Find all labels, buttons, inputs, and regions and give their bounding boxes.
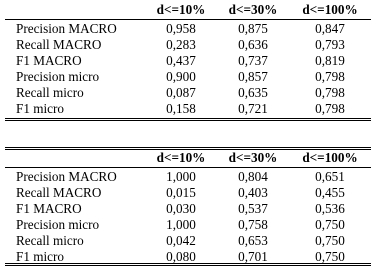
header-cell-d10: d<=10% bbox=[156, 2, 206, 17]
row-label: Recall MACRO bbox=[16, 37, 102, 52]
table-bottom-rule bbox=[5, 263, 371, 266]
cell-value: 0,536 bbox=[315, 201, 345, 216]
row-label: Precision micro bbox=[16, 217, 100, 232]
table-row bbox=[5, 101, 371, 118]
row-label: Precision micro bbox=[16, 69, 100, 84]
table-row bbox=[5, 37, 371, 53]
cell-value: 1,000 bbox=[166, 217, 196, 232]
cell-value: 0,437 bbox=[166, 53, 196, 68]
cell-value: 0,847 bbox=[315, 21, 345, 36]
table-header-row bbox=[5, 2, 371, 20]
header-cell-d30: d<=30% bbox=[228, 150, 278, 165]
cell-value: 0,537 bbox=[238, 201, 268, 216]
cell-value: 0,080 bbox=[166, 249, 196, 264]
table-row bbox=[5, 168, 371, 186]
cell-value: 0,015 bbox=[166, 185, 196, 200]
row-label: F1 micro bbox=[16, 101, 64, 116]
row-label: Recall micro bbox=[16, 233, 84, 248]
header-cell-d100: d<=100% bbox=[302, 2, 358, 17]
cell-value: 0,793 bbox=[315, 37, 345, 52]
row-label: Precision MACRO bbox=[16, 21, 117, 36]
header-cell-empty bbox=[5, 149, 145, 168]
cell-value: 0,636 bbox=[238, 37, 268, 52]
cell-value: 0,042 bbox=[166, 233, 196, 248]
cell-value: 0,158 bbox=[166, 101, 196, 116]
results-table-1 bbox=[5, 2, 371, 118]
cell-value: 0,750 bbox=[315, 249, 345, 264]
cell-value: 0,758 bbox=[238, 217, 268, 232]
table-row bbox=[5, 233, 371, 249]
cell-value: 0,030 bbox=[166, 201, 196, 216]
cell-value: 0,653 bbox=[238, 233, 268, 248]
row-label: Precision MACRO bbox=[16, 169, 117, 184]
table-row bbox=[5, 185, 371, 201]
table-row bbox=[5, 85, 371, 101]
row-label: F1 micro bbox=[16, 249, 64, 264]
cell-value: 0,635 bbox=[238, 85, 268, 100]
cell-value: 0,798 bbox=[315, 85, 345, 100]
table-row bbox=[5, 217, 371, 233]
header-cell-d100: d<=100% bbox=[302, 150, 358, 165]
table-bottom-rule bbox=[5, 118, 371, 121]
cell-value: 0,721 bbox=[238, 101, 268, 116]
cell-value: 0,750 bbox=[315, 233, 345, 248]
results-table-2 bbox=[5, 147, 371, 266]
table-row bbox=[5, 53, 371, 69]
cell-value: 1,000 bbox=[166, 169, 196, 184]
cell-value: 0,455 bbox=[315, 185, 345, 200]
cell-value: 0,819 bbox=[315, 53, 345, 68]
cell-value: 0,958 bbox=[166, 21, 196, 36]
row-label: Recall MACRO bbox=[16, 185, 102, 200]
cell-value: 0,857 bbox=[238, 69, 268, 84]
cell-value: 0,651 bbox=[315, 169, 345, 184]
cell-value: 0,403 bbox=[238, 185, 268, 200]
table-row bbox=[5, 20, 371, 38]
cell-value: 0,804 bbox=[238, 169, 268, 184]
row-label: Recall micro bbox=[16, 85, 84, 100]
cell-value: 0,750 bbox=[315, 217, 345, 232]
cell-value: 0,283 bbox=[166, 37, 196, 52]
table-row bbox=[5, 201, 371, 217]
cell-value: 0,900 bbox=[166, 69, 196, 84]
table-row bbox=[5, 69, 371, 85]
header-cell-d10: d<=10% bbox=[156, 150, 206, 165]
cell-value: 0,798 bbox=[315, 69, 345, 84]
row-label: F1 MACRO bbox=[16, 53, 82, 68]
table-header-row bbox=[5, 149, 371, 168]
cell-value: 0,798 bbox=[315, 101, 345, 116]
cell-value: 0,701 bbox=[238, 249, 268, 264]
cell-value: 0,087 bbox=[166, 85, 196, 100]
header-cell-d30: d<=30% bbox=[228, 2, 278, 17]
cell-value: 0,737 bbox=[238, 53, 268, 68]
cell-value: 0,875 bbox=[238, 21, 268, 36]
row-label: F1 MACRO bbox=[16, 201, 82, 216]
header-cell-empty bbox=[5, 2, 145, 20]
